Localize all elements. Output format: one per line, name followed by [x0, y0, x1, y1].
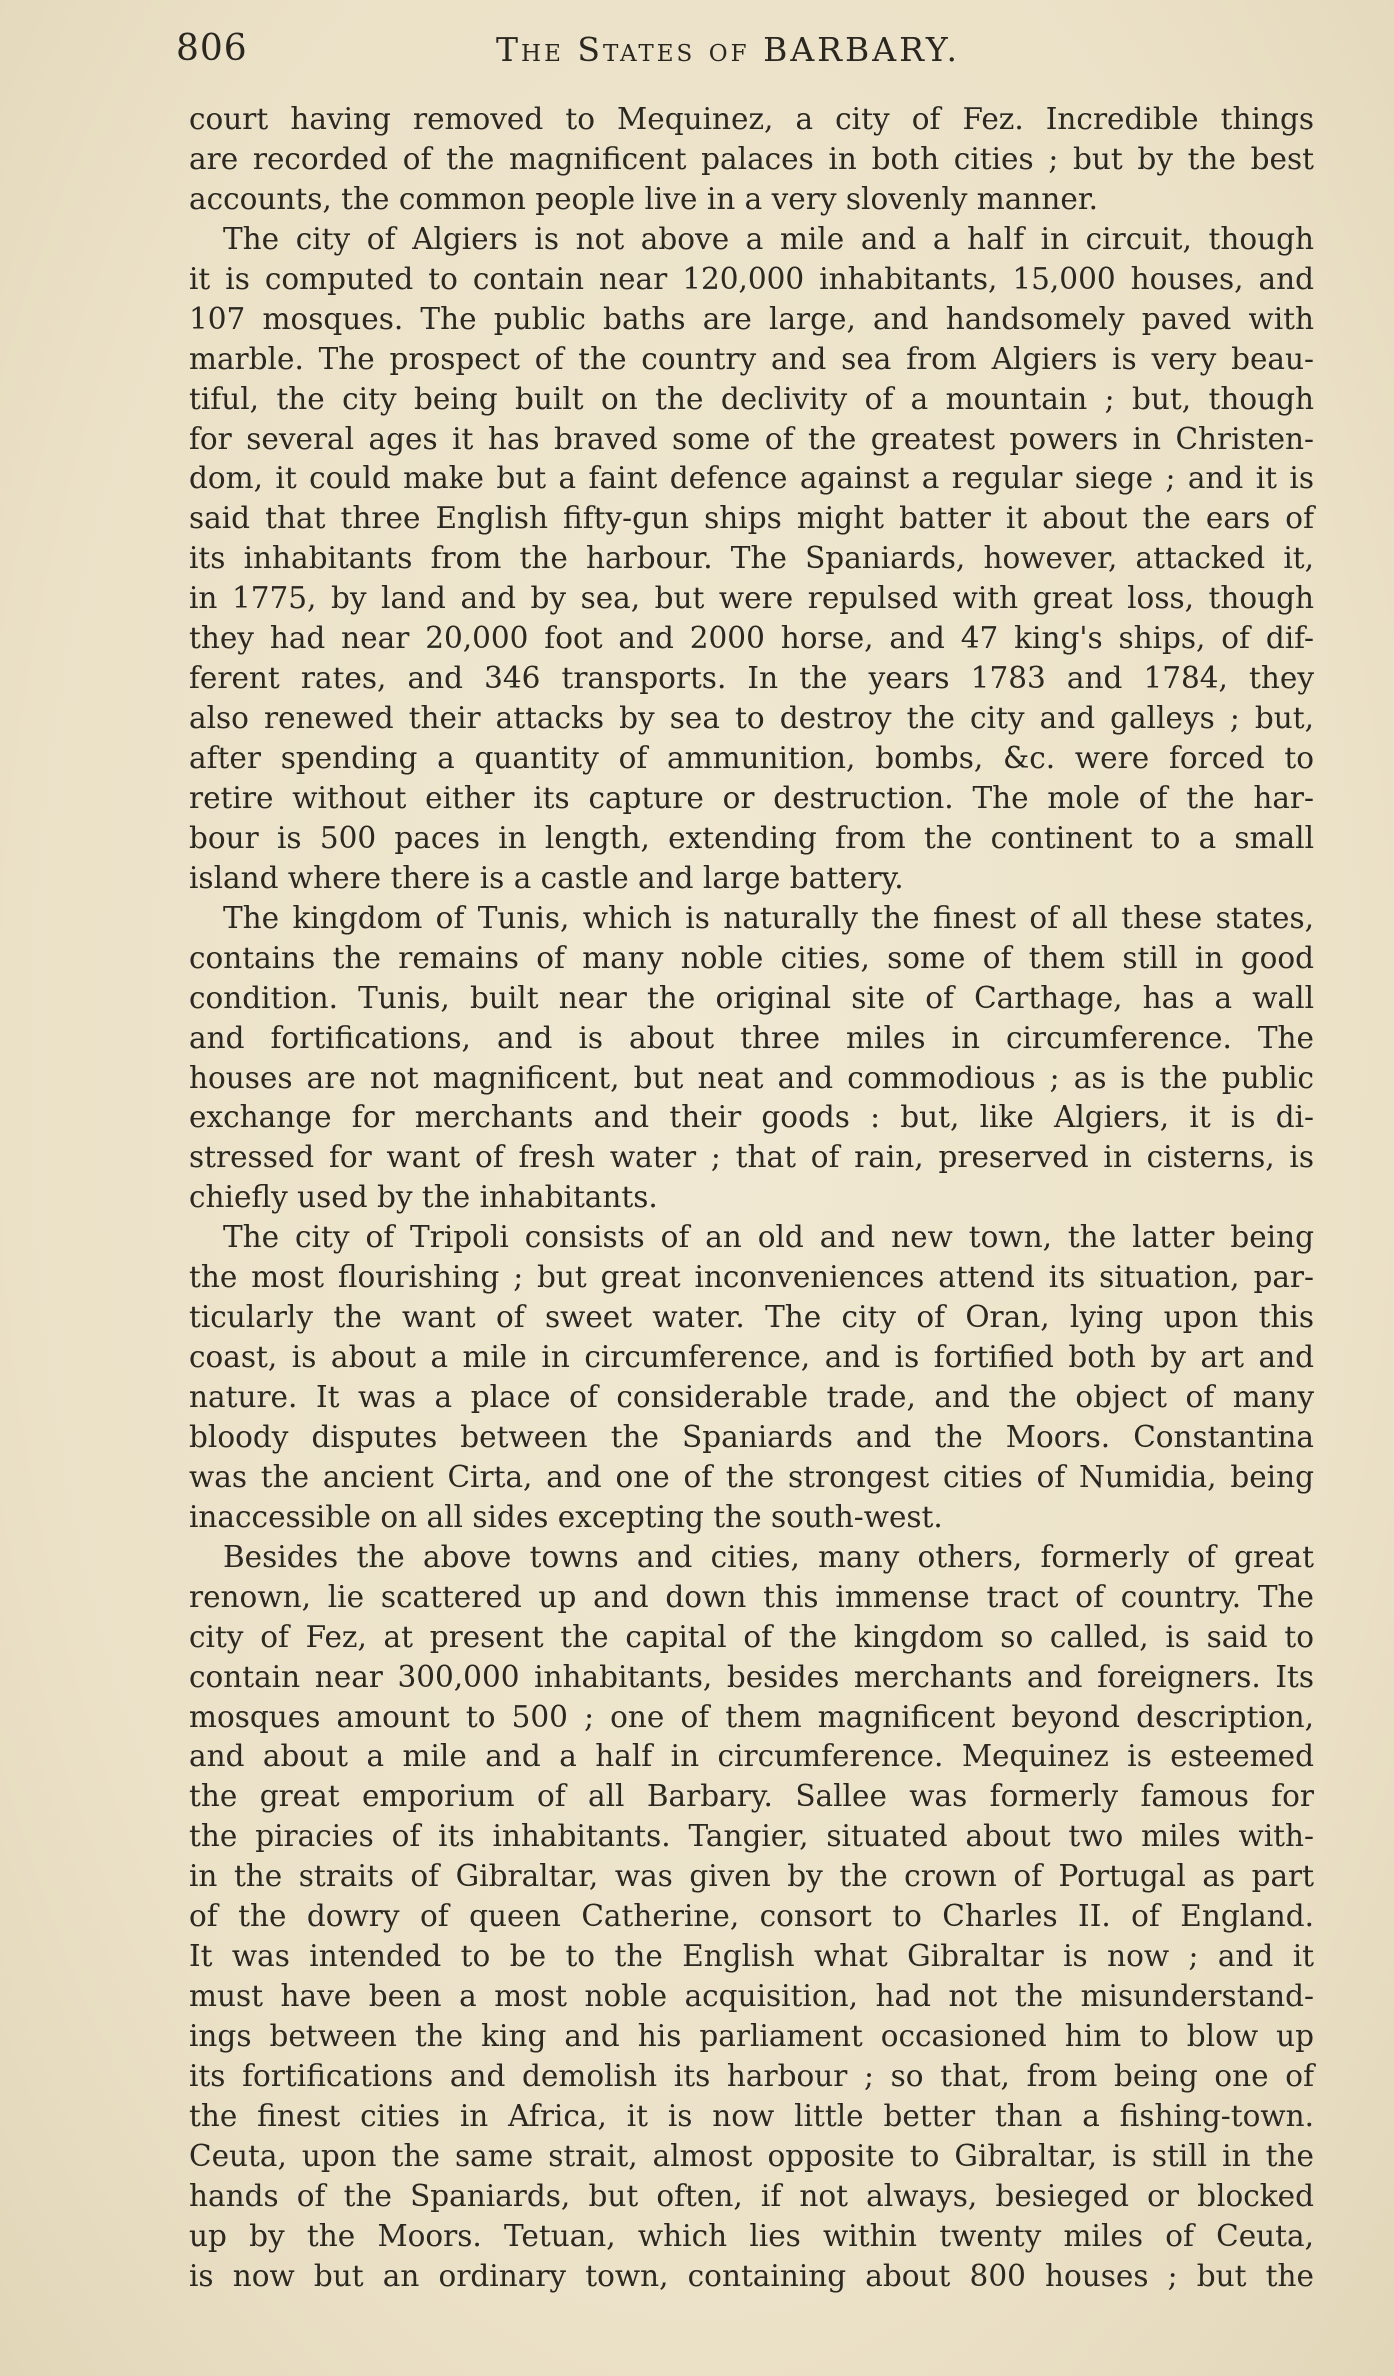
text-line: in the straits of Gibraltar, was given by the crown of Portugal as part — [189, 1859, 1314, 1894]
text-line: in 1775, by land and by sea, but were repulsed with great loss, though — [189, 581, 1314, 616]
text-line: houses are not magnificent, but neat and commodious ; as is the public — [189, 1060, 1314, 1095]
text-line: Ceuta, upon the same strait, almost opposite to Gibraltar, is still in the — [189, 2138, 1314, 2173]
text-line: The city of Tripoli consists of an old and new town, the latter being — [223, 1220, 1314, 1255]
text-line: marble. The prospect of the country and sea from Algiers is very beau- — [189, 341, 1314, 376]
text-line: exchange for merchants and their goods : but, like Algiers, it is di- — [189, 1100, 1314, 1135]
text-line: the most flourishing ; but great inconveniences attend its situation, par- — [189, 1260, 1314, 1295]
page-header — [176, 28, 1316, 88]
text-line: dom, it could make but a faint defence against a regular siege ; and it is — [189, 461, 1314, 496]
text-line: hands of the Spaniards, but often, if not always, besieged or blocked — [189, 2178, 1314, 2213]
text-line: condition. Tunis, built near the original site of Carthage, has a wall — [189, 980, 1314, 1015]
text-line: ferent rates, and 346 transports. In the years 1783 and 1784, they — [189, 661, 1314, 696]
text-line: after spending a quantity of ammunition, bombs, &c. were forced to — [189, 741, 1314, 775]
text-line: 107 mosques. The public baths are large, and handsomely paved with — [189, 301, 1314, 336]
text-line: inaccessible on all sides excepting the south-west. — [189, 1499, 943, 1534]
text-line: tiful, the city being built on the declivity of a mountain ; but, though — [189, 381, 1314, 416]
text-line: The city of Algiers is not above a mile and a half in circuit, though — [223, 221, 1314, 256]
text-line: court having removed to Mequinez, a city of Fez. Incredible things — [189, 102, 1314, 136]
text-line: must have been a most noble acquisition, had not the misunderstand- — [189, 1979, 1314, 2014]
text-line: ticularly the want of sweet water. The city of Oran, lying upon this — [189, 1300, 1314, 1335]
text-line: and fortifications, and is about three miles in circumference. The — [189, 1020, 1314, 1055]
text-line: stressed for want of fresh water ; that of rain, preserved in cisterns, is — [189, 1140, 1314, 1175]
text-line: they had near 20,000 foot and 2000 horse, and 47 king's ships, of dif- — [189, 621, 1314, 656]
text-line: is now but an ordinary town, containing about 800 houses ; but the — [189, 2258, 1314, 2293]
text-line: was the ancient Cirta, and one of the strongest cities of Numidia, being — [189, 1459, 1314, 1494]
text-line: coast, is about a mile in circumference, and is fortified both by art and — [189, 1340, 1314, 1375]
text-line: its fortifications and demolish its harbour ; so that, from being one of — [189, 2058, 1314, 2093]
text-line: mosques amount to 500 ; one of them magnificent beyond description, — [189, 1699, 1314, 1734]
text-line: the great emporium of all Barbary. Sallee was formerly famous for — [189, 1779, 1314, 1814]
text-line: renown, lie scattered up and down this immense tract of country. The — [189, 1579, 1314, 1614]
text-line: for several ages it has braved some of the greatest powers in Christen- — [189, 421, 1314, 456]
text-line: its inhabitants from the harbour. The Spaniards, however, attacked it, — [189, 541, 1314, 576]
text-line: contains the remains of many noble cities, some of them still in good — [189, 940, 1314, 975]
running-head: The States of BARBARY. — [496, 30, 960, 69]
text-line: It was intended to be to the English what Gibraltar is now ; and it — [189, 1939, 1314, 1974]
text-line: the finest cities in Africa, it is now little better than a fishing-town. — [189, 2098, 1314, 2133]
text-line: Besides the above towns and cities, many others, formerly of great — [223, 1539, 1314, 1574]
text-line: said that three English fifty-gun ships might batter it about the ears of — [189, 501, 1314, 536]
text-line: are recorded of the magnificent palaces in both cities ; but by the best — [189, 141, 1314, 176]
text-line: also renewed their attacks by sea to destroy the city and galleys ; but, — [189, 701, 1314, 736]
text-line: contain near 300,000 inhabitants, besides merchants and foreigners. Its — [189, 1659, 1314, 1694]
text-line: bour is 500 paces in length, extending from the continent to a small — [189, 820, 1314, 855]
text-line: retire without either its capture or destruction. The mole of the har- — [189, 780, 1314, 815]
text-line: the piracies of its inhabitants. Tangier, situated about two miles with- — [189, 1819, 1314, 1854]
text-line: city of Fez, at present the capital of the kingdom so called, is said to — [189, 1619, 1314, 1654]
text-line: chiefly used by the inhabitants. — [189, 1180, 658, 1215]
text-line: island where there is a castle and large battery. — [189, 860, 904, 895]
text-line: of the dowry of queen Catherine, consort to Charles II. of England. — [189, 1899, 1314, 1934]
text-line: up by the Moors. Tetuan, which lies within twenty miles of Ceuta, — [189, 2218, 1314, 2253]
text-line: nature. It was a place of considerable trade, and the object of many — [189, 1380, 1314, 1414]
text-line: bloody disputes between the Spaniards and the Moors. Constantina — [189, 1419, 1314, 1454]
text-line: The kingdom of Tunis, which is naturally the finest of all these states, — [223, 900, 1314, 935]
text-line: it is computed to contain near 120,000 inhabitants, 15,000 houses, and — [189, 261, 1314, 296]
text-line: ings between the king and his parliament occasioned him to blow up — [189, 2019, 1314, 2053]
body-text — [189, 100, 1314, 2297]
text-line: and about a mile and a half in circumference. Mequinez is esteemed — [189, 1739, 1314, 1774]
page-number: 806 — [176, 28, 248, 69]
text-line: accounts, the common people live in a very slovenly manner. — [189, 181, 1099, 216]
